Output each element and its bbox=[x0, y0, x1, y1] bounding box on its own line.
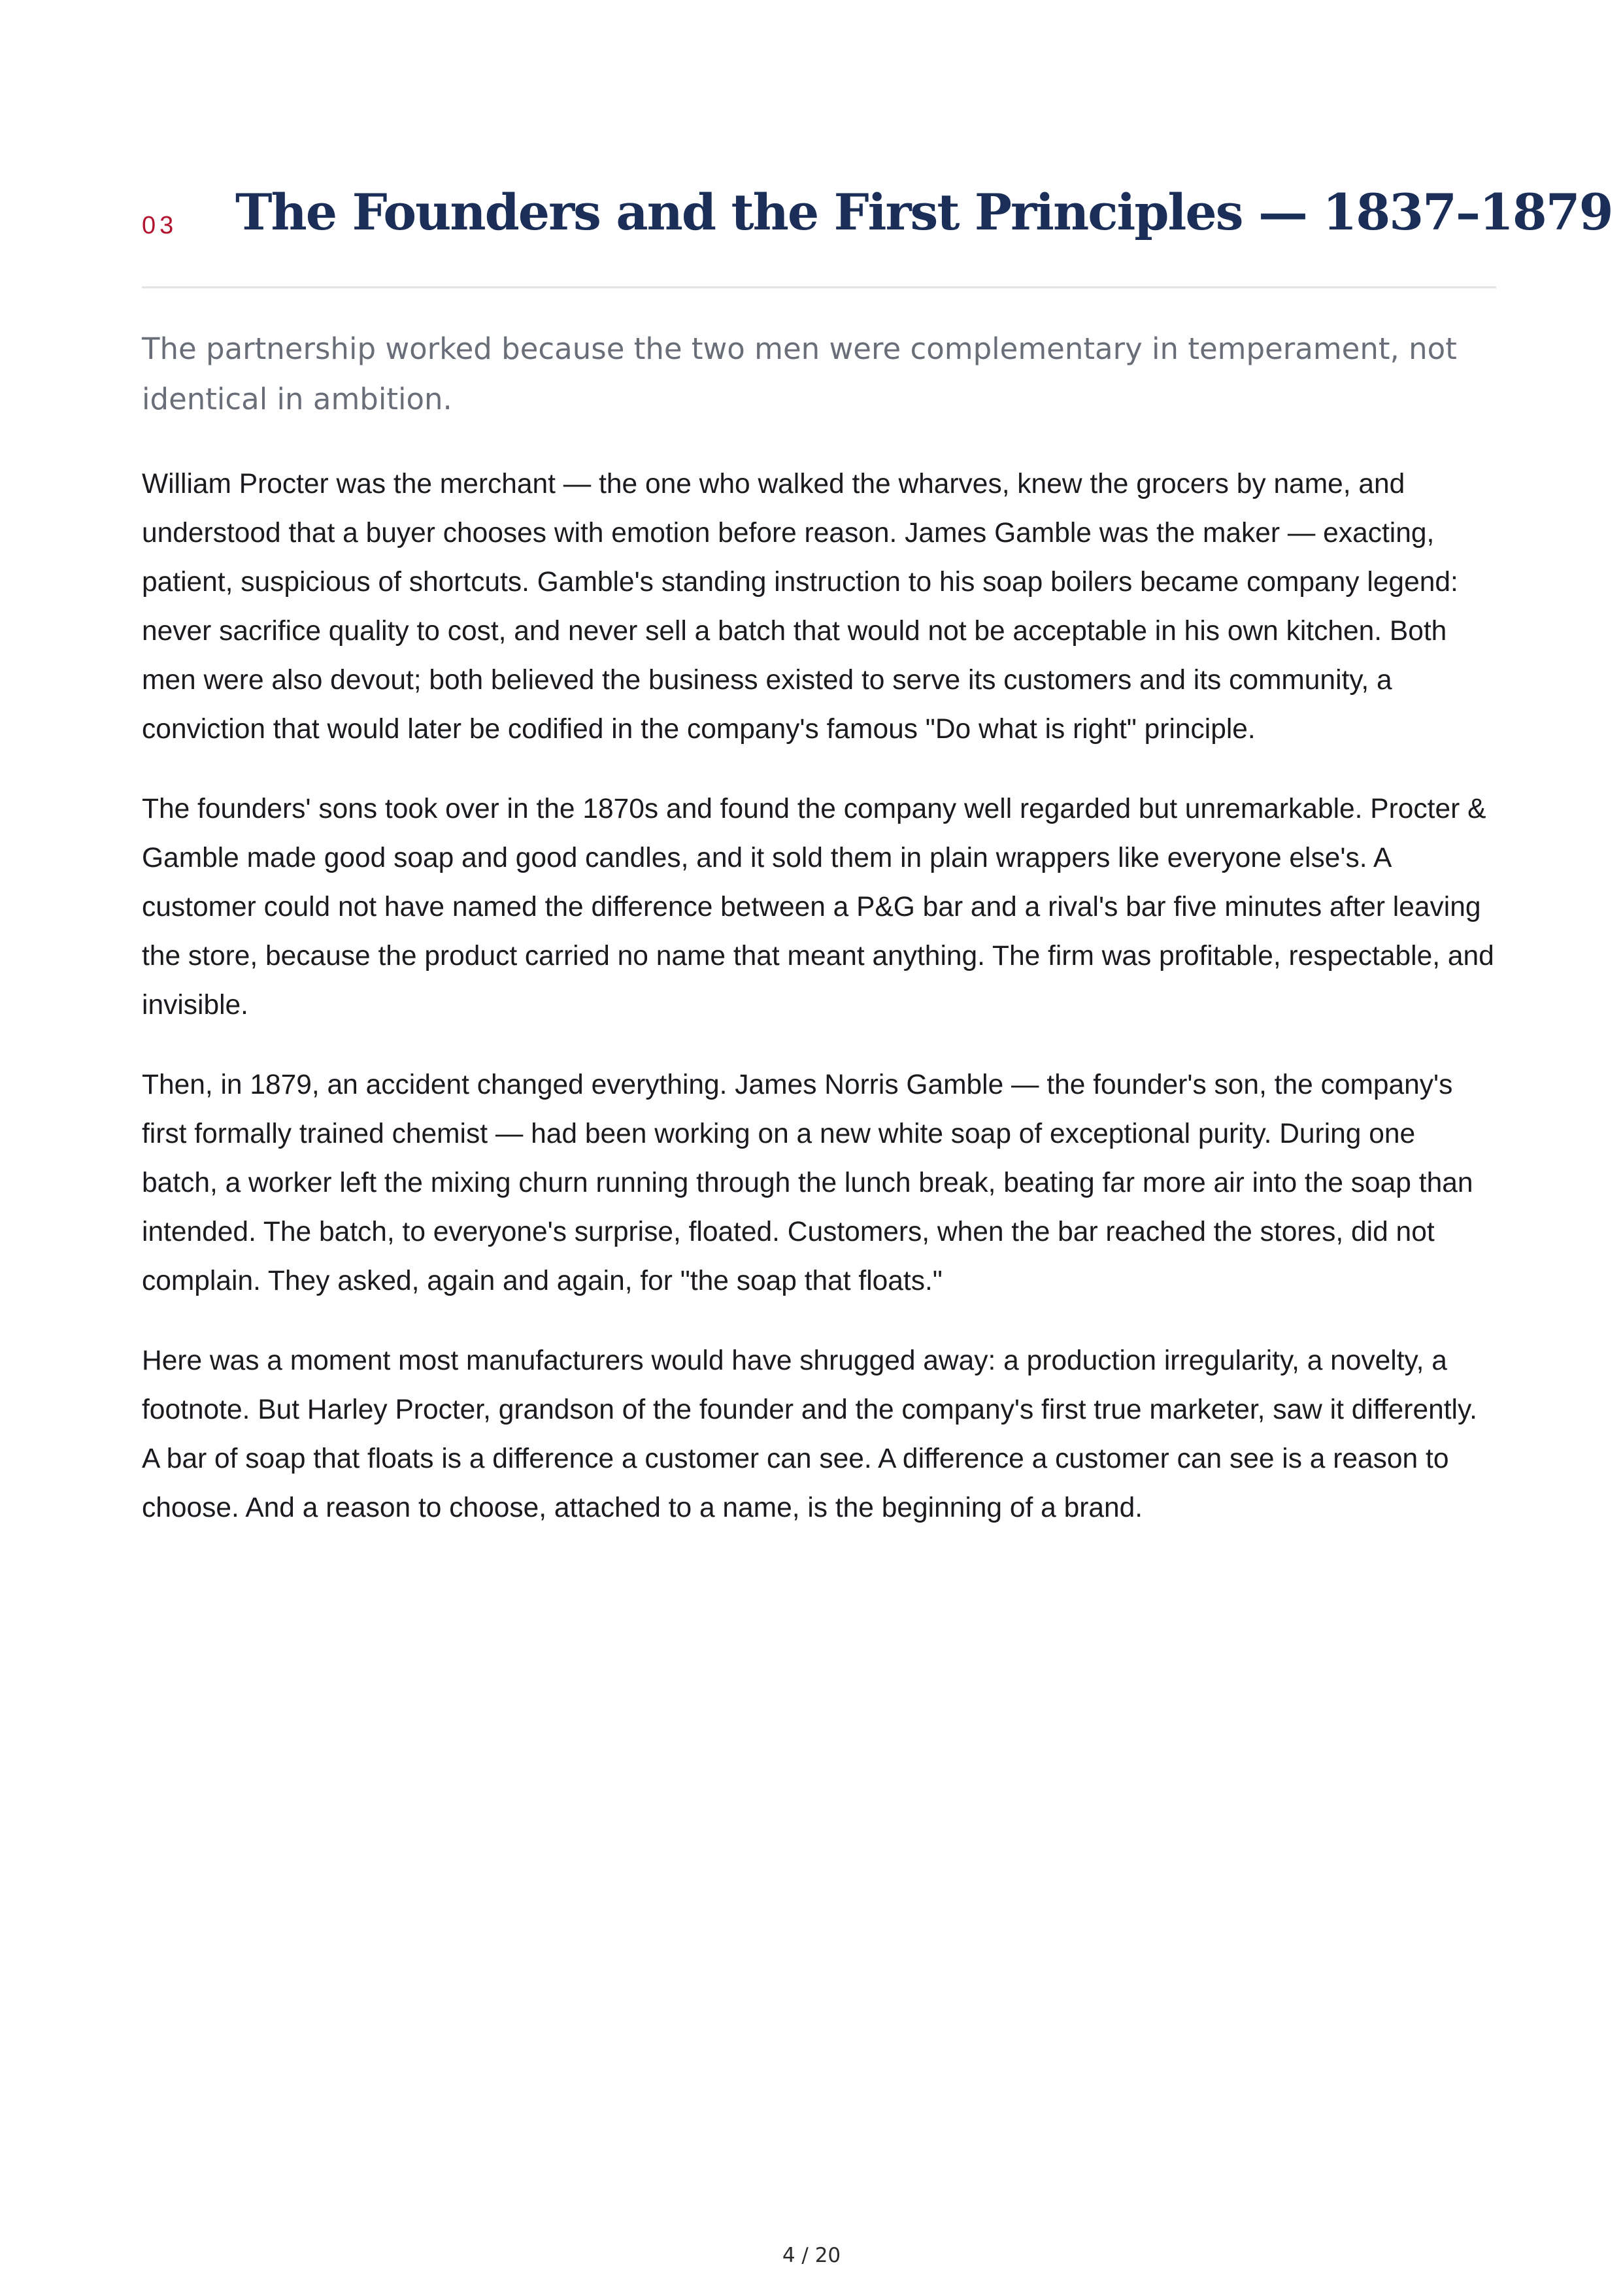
section-title: The Founders and the First Principles — 1837–1879 bbox=[235, 183, 1613, 241]
section-number: 03 bbox=[142, 212, 178, 239]
body-paragraph-4: Here was a moment most manufacturers would have shrugged away: a production irregularity, a novelty, a footnote. But Harley Procter, grandson of the founder and the company's first true marketer, saw it differently. A bar of soap that floats is a difference a customer can see. A difference a customer can see is a reason to choose. And a reason to choose, attached to a name, is the beginning of a brand. bbox=[142, 1345, 1477, 1523]
document-page bbox=[142, 0, 1613, 2296]
body-paragraph-2: The founders' sons took over in the 1870s and found the company well regarded but unremarkable. Procter & Gamble made good soap and good candles, and it sold them in plain wrappers like everyone else's. A customer could not have named the difference between a P&G bar and a rival's bar five minutes after leaving the store, because the product carried no name that meant anything. The firm was profitable, respectable, and invisible. bbox=[142, 794, 1494, 1021]
body-paragraph-3: Then, in 1879, an accident changed everything. James Norris Gamble — the founder's son, the company's first formally trained chemist — had been working on a new white soap of exceptional purity. During one batch, a worker left the mixing churn running through the lunch break, beating far more air into the soap than intended. The batch, to everyone's surprise, floated. Customers, when the bar reached the stores, did not complain. They asked, again and again, for "the soap that floats." bbox=[142, 1070, 1473, 1296]
page-number: 4 / 20 bbox=[782, 2244, 841, 2267]
lead-paragraph: The partnership worked because the two men were complementary in temperament, not identical in ambition. bbox=[142, 331, 1457, 416]
body-text bbox=[142, 460, 1496, 1563]
section-header bbox=[142, 175, 1613, 288]
body-paragraph-1: William Procter was the merchant — the one who walked the wharves, knew the grocers by name, and understood that a buyer chooses with emotion before reason. James Gamble was the maker — exacting, patient, suspicious of shortcuts. Gamble's standing instruction to his soap boilers became company legend: never sacrifice quality to cost, and never sell a batch that would not be acceptable in his own kitchen. Both men were also devout; both believed the business existed to serve its customers and its community, a conviction that would later be codified in the company's famous "Do what is right" principle. bbox=[142, 469, 1458, 745]
